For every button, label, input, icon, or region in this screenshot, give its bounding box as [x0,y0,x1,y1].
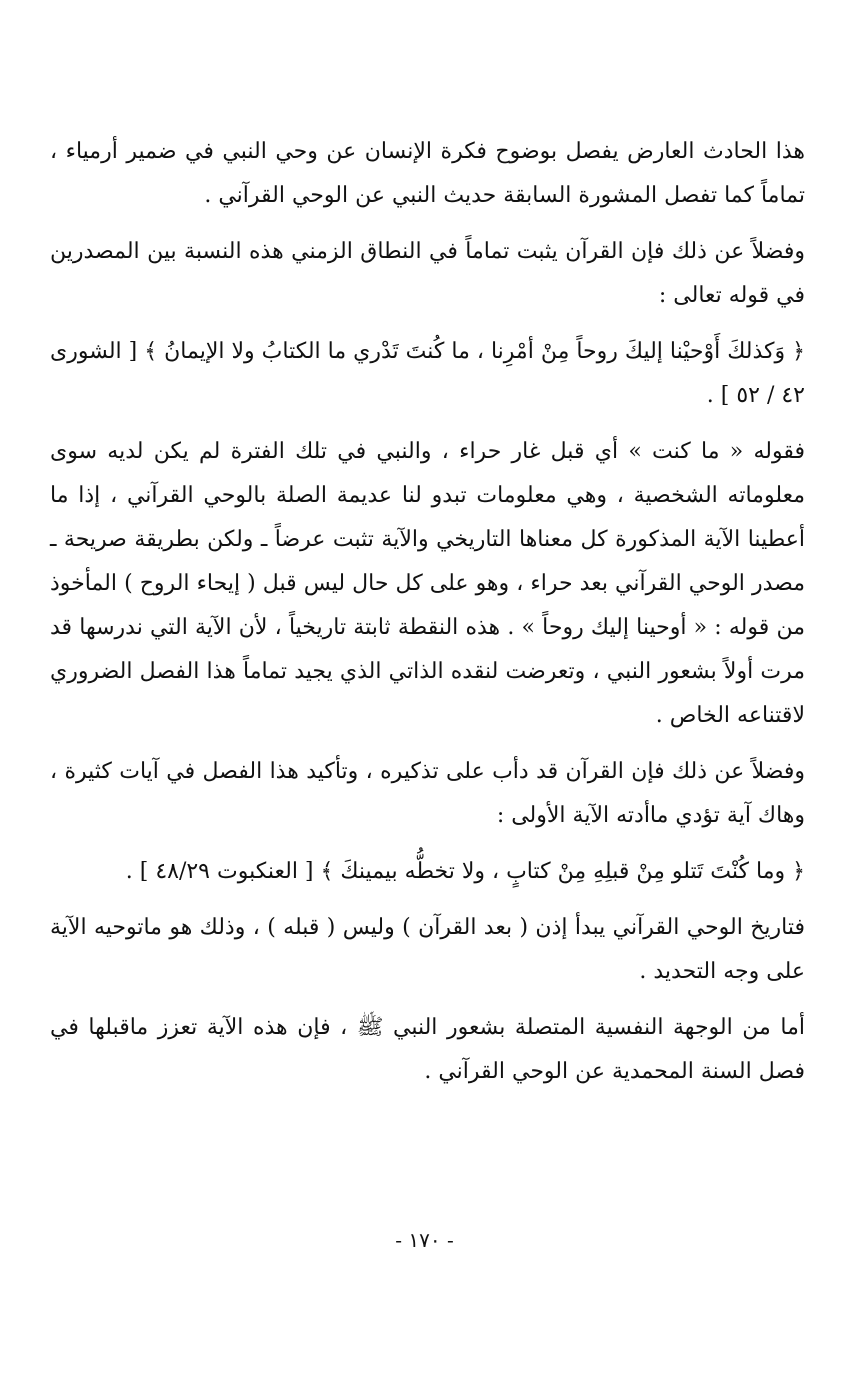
paragraph-reminder: وفضلاً عن ذلك فإن القرآن قد دأب على تذكيره ، وتأكيد هذا الفصل في آيات كثيرة ، وهاك آية تؤدي ماأدته الآية الأولى : [50,759,805,828]
paragraph-temporal-relation: وفضلاً عن ذلك فإن القرآن يثبت تماماً في النطاق الزمني هذه النسبة بين المصدرين في قوله تعالى : [50,239,805,308]
paragraph-history-start: فتاريخ الوحي القرآني يبدأ إذن ( بعد القرآن ) وليس ( قبله ) ، وذلك هو ماتوحيه الآية على وجه التحديد . [50,915,805,984]
quran-quote-ankabut: ﴿ وما كُنْتَ تَتلو مِنْ قبلِهِ مِنْ كتابٍ ، ولا تخطُّه بيمينكَ ﴾ [ العنكبوت ٤٨/٢٩ ] . [125,859,805,884]
page-body [50,130,805,1106]
quran-quote-shura: ﴿ وَكذلكَ أَوْحيْنا إليكَ روحاً مِنْ أمْرِنا ، ما كُنتَ تَدْري ما الكتابُ ولا الإيمانُ ﴾ [ الشورى ٤٢ / ٥٢ ] . [50,339,805,408]
paragraph-jeremiah: هذا الحادث العارض يفصل بوضوح فكرة الإنسان عن وحي النبي في ضمير أرمياء ، تماماً كما تفصل المشورة السابقة حديث النبي عن الوحي القرآني . [50,139,805,208]
paragraph-hira-explanation: فقوله « ما كنت » أي قبل غار حراء ، والنبي في تلك الفترة لم يكن لديه سوى معلوماته الشخصية ، وهي معلومات تبدو لنا عديمة الصلة بالوحي القرآني ، إذا ما أعطينا الآية المذكورة كل معناها التاريخي والآية تثبت عرضاً ـ ولكن بطريقة صريحة ـ مصدر الوحي القرآني بعد حراء ، وهو على كل حال ليس قبل ( إيحاء الروح ) المأخوذ من قوله : « أوحينا إليك روحاً » . هذه النقطة ثابتة تاريخياً ، لأن الآية التي ندرسها قد مرت أولاً بشعور النبي ، وتعرضت لنقده الذاتي الذي يجيد تماماً هذا الفصل الضروري لاقتناعه الخاص . [50,439,806,728]
page-number: - ١٧٠ - [395,1228,454,1252]
paragraph-psychological: أما من الوجهة النفسية المتصلة بشعور النبي ﷺ ، فإن هذه الآية تعزز ماقبلها في فصل السنة المحمدية عن الوحي القرآني . [50,1015,805,1084]
